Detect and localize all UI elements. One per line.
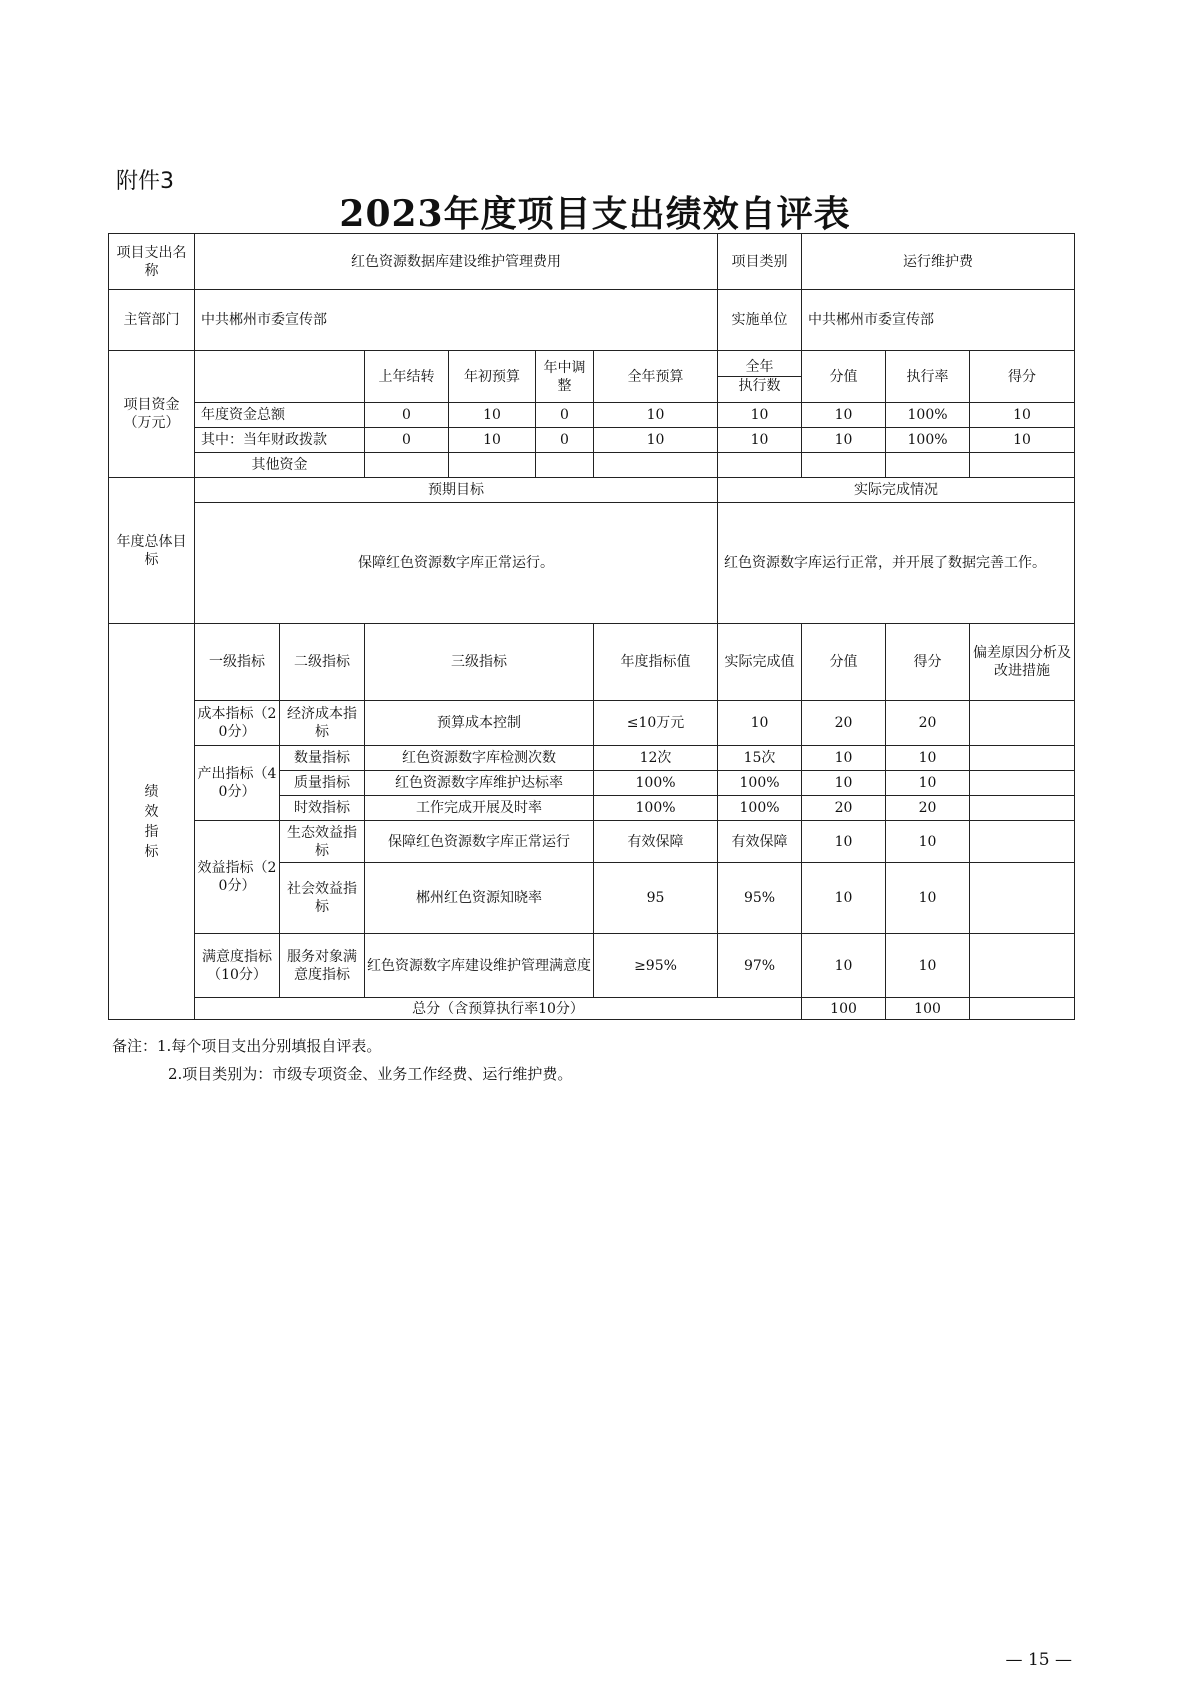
funds-cell: 10 [594, 428, 718, 453]
indicator-row [109, 701, 1075, 746]
indicator-level3: 红色资源数字库维护达标率 [365, 771, 594, 796]
funds-header-blank [195, 351, 365, 403]
funds-row [109, 453, 1075, 478]
funds-header: 年初预算 [449, 351, 536, 403]
goals-actual-header: 实际完成情况 [718, 478, 1075, 503]
indicators-section-label [109, 624, 195, 1020]
unit-value: 中共郴州市委宣传部 [802, 290, 1075, 351]
indicator-score-value: 10 [802, 863, 886, 934]
funds-cell: 100% [886, 403, 970, 428]
funds-header: 年中调整 [536, 351, 594, 403]
indicator-header: 年度指标值 [594, 624, 718, 701]
notes [112, 1032, 572, 1088]
indicator-actual: 有效保障 [718, 821, 802, 863]
indicator-level2: 服务对象满意度指标 [280, 934, 365, 998]
indicator-score: 10 [886, 746, 970, 771]
indicator-level1: 成本指标（20分） [195, 701, 280, 746]
funds-cell: 10 [449, 403, 536, 428]
funds-header: 执行数 [738, 378, 781, 394]
goals-expected-text: 保障红色资源数字库正常运行。 [195, 503, 718, 624]
project-name-label: 项目支出名称 [109, 234, 195, 290]
indicator-level1: 产出指标（40分） [195, 746, 280, 821]
indicator-row [109, 821, 1075, 863]
indicator-level2: 质量指标 [280, 771, 365, 796]
funds-cell [802, 453, 886, 478]
funds-cell [718, 453, 802, 478]
indicator-note [970, 701, 1075, 746]
funds-cell: 10 [449, 428, 536, 453]
funds-header: 上年结转 [365, 351, 449, 403]
indicator-score: 20 [886, 701, 970, 746]
funds-cell: 0 [536, 428, 594, 453]
indicator-score: 20 [886, 796, 970, 821]
indicator-note [970, 746, 1075, 771]
indicator-score: 10 [886, 821, 970, 863]
indicator-actual: 100% [718, 796, 802, 821]
total-value: 100 [802, 998, 886, 1020]
funds-cell: 0 [536, 403, 594, 428]
unit-label: 实施单位 [718, 290, 802, 351]
funds-row [109, 428, 1075, 453]
funds-cell: 0 [365, 428, 449, 453]
total-score: 100 [886, 998, 970, 1020]
funds-row-label: 其他资金 [195, 453, 365, 478]
indicator-header: 一级指标 [195, 624, 280, 701]
evaluation-table [108, 233, 1075, 1020]
indicator-level2: 社会效益指标 [280, 863, 365, 934]
indicator-level2: 经济成本指标 [280, 701, 365, 746]
note-line: 2.项目类别为：市级专项资金、业务工作经费、运行维护费。 [168, 1065, 573, 1083]
indicator-target: 100% [594, 796, 718, 821]
funds-row-label: 其中：当年财政拨款 [195, 428, 365, 453]
indicator-actual: 15次 [718, 746, 802, 771]
funds-header: 执行率 [886, 351, 970, 403]
indicator-note [970, 934, 1075, 998]
goals-expected-header: 预期目标 [195, 478, 718, 503]
indicator-score-value: 20 [802, 796, 886, 821]
note-line: 备注：1.每个项目支出分别填报自评表。 [112, 1037, 382, 1055]
project-category-value: 运行维护费 [802, 234, 1075, 290]
funds-cell: 10 [970, 428, 1075, 453]
funds-section-label: 项目资金（万元） [109, 351, 195, 478]
indicator-score: 10 [886, 771, 970, 796]
funds-cell [365, 453, 449, 478]
indicator-level1: 满意度指标（10分） [195, 934, 280, 998]
indicator-level2: 生态效益指标 [280, 821, 365, 863]
goals-section-label: 年度总体目标 [109, 478, 195, 624]
indicator-target: ≥95% [594, 934, 718, 998]
attachment-label: 附件3 [116, 169, 174, 194]
indicator-target: 95 [594, 863, 718, 934]
funds-cell [886, 453, 970, 478]
funds-cell [449, 453, 536, 478]
indicator-score-value: 10 [802, 821, 886, 863]
funds-cell: 0 [365, 403, 449, 428]
page-number: — 15 — [1005, 1650, 1072, 1670]
indicator-level3: 红色资源数字库建设维护管理满意度 [365, 934, 594, 998]
indicator-header: 二级指标 [280, 624, 365, 701]
indicator-level1: 效益指标（20分） [195, 821, 280, 934]
indicator-note [970, 771, 1075, 796]
funds-header: 全年 [718, 358, 801, 377]
indicator-target: 100% [594, 771, 718, 796]
indicator-score-value: 10 [802, 771, 886, 796]
indicator-level2: 数量指标 [280, 746, 365, 771]
indicator-level3: 郴州红色资源知晓率 [365, 863, 594, 934]
funds-cell [594, 453, 718, 478]
total-label: 总分（含预算执行率10分） [195, 998, 802, 1020]
indicator-header: 得分 [886, 624, 970, 701]
indicator-target: ≤10万元 [594, 701, 718, 746]
indicator-actual: 97% [718, 934, 802, 998]
funds-cell: 10 [802, 403, 886, 428]
funds-cell: 100% [886, 428, 970, 453]
indicator-score: 10 [886, 863, 970, 934]
dept-label: 主管部门 [109, 290, 195, 351]
funds-cell: 10 [802, 428, 886, 453]
indicator-actual: 100% [718, 771, 802, 796]
funds-header: 分值 [802, 351, 886, 403]
project-category-label: 项目类别 [718, 234, 802, 290]
indicator-score-value: 10 [802, 746, 886, 771]
indicator-row [109, 746, 1075, 771]
total-row [109, 998, 1075, 1020]
indicator-header: 三级指标 [365, 624, 594, 701]
indicator-note [970, 863, 1075, 934]
indicators-section-text: 绩效指标 [144, 783, 159, 860]
project-name-value: 红色资源数据库建设维护管理费用 [195, 234, 718, 290]
indicator-level3: 红色资源数字库检测次数 [365, 746, 594, 771]
indicator-level3: 预算成本控制 [365, 701, 594, 746]
funds-cell [536, 453, 594, 478]
funds-row [109, 403, 1075, 428]
funds-cell: 10 [718, 428, 802, 453]
goals-actual-text: 红色资源数字库运行正常，并开展了数据完善工作。 [718, 503, 1075, 624]
indicator-header: 分值 [802, 624, 886, 701]
dept-value: 中共郴州市委宣传部 [195, 290, 718, 351]
page-title: 2023年度项目支出绩效自评表 [339, 193, 851, 235]
funds-row-label: 年度资金总额 [195, 403, 365, 428]
indicator-note [970, 821, 1075, 863]
indicator-score: 10 [886, 934, 970, 998]
indicator-header: 偏差原因分析及改进措施 [970, 624, 1075, 701]
total-note [970, 998, 1075, 1020]
indicator-target: 12次 [594, 746, 718, 771]
indicator-note [970, 796, 1075, 821]
funds-cell: 10 [594, 403, 718, 428]
funds-header-execution [718, 351, 802, 403]
funds-cell [970, 453, 1075, 478]
funds-cell: 10 [718, 403, 802, 428]
indicator-level2: 时效指标 [280, 796, 365, 821]
funds-header: 全年预算 [594, 351, 718, 403]
indicator-level3: 保障红色资源数字库正常运行 [365, 821, 594, 863]
indicator-target: 有效保障 [594, 821, 718, 863]
indicator-score-value: 20 [802, 701, 886, 746]
indicator-header: 实际完成值 [718, 624, 802, 701]
funds-cell: 10 [970, 403, 1075, 428]
indicator-actual: 10 [718, 701, 802, 746]
indicator-level3: 工作完成开展及时率 [365, 796, 594, 821]
indicator-score-value: 10 [802, 934, 886, 998]
funds-header: 得分 [970, 351, 1075, 403]
indicator-row [109, 934, 1075, 998]
indicator-actual: 95% [718, 863, 802, 934]
